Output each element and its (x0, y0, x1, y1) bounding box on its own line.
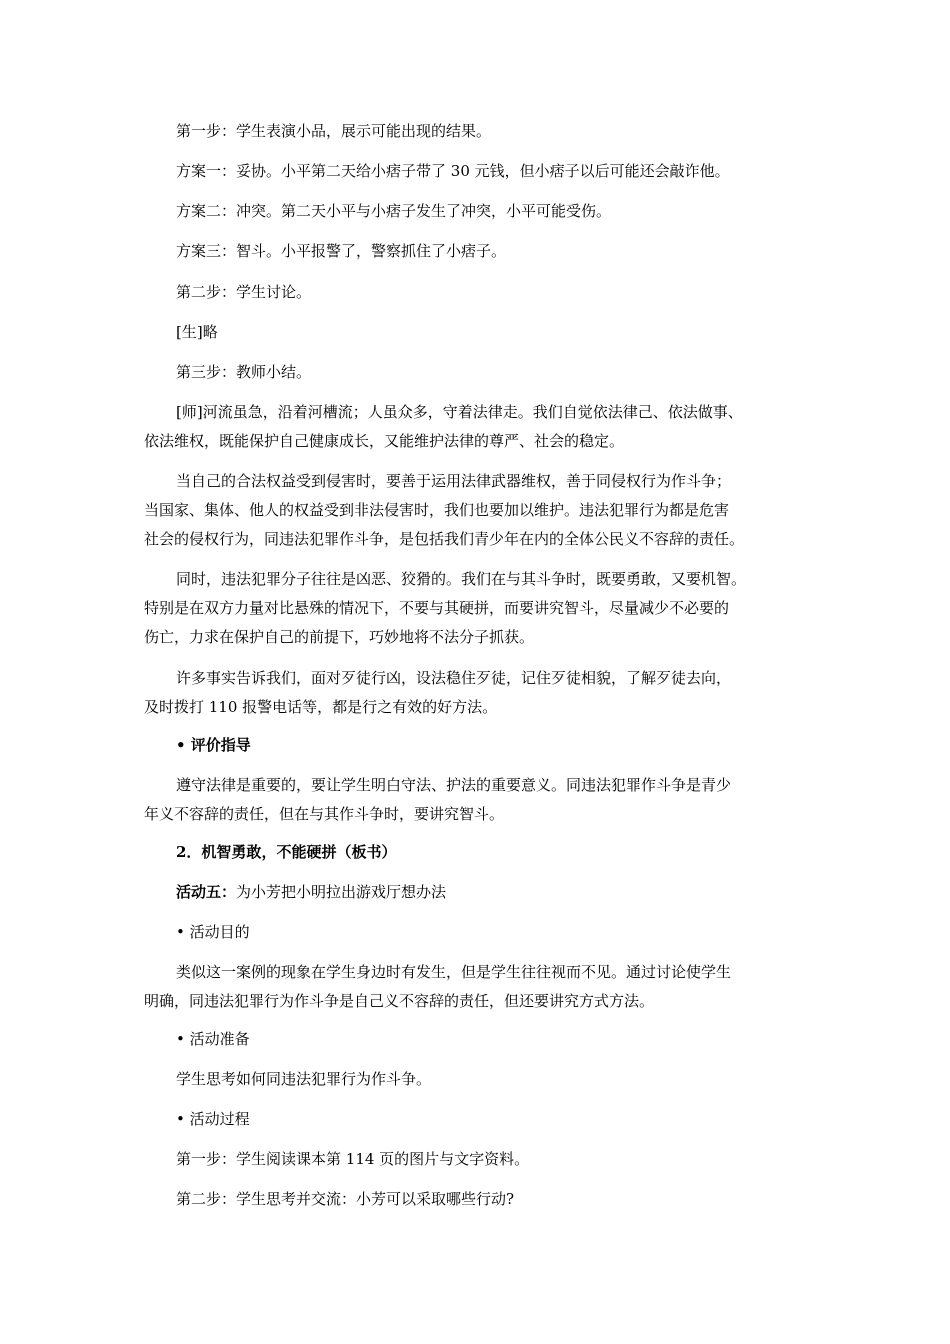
plan-one-paragraph: 方案一：妥协。小平第二天给小痞子带了 30 元钱，但小痞子以后可能还会敲诈他。 (176, 162, 730, 180)
rights-protection-paragraph (144, 467, 824, 554)
text-line: 类似这一案例的现象在学生身边时有发生，但是学生往往视而不见。通过讨论使学生 (176, 963, 732, 981)
step-three-paragraph: 第三步：教师小结。 (176, 363, 312, 381)
text-line: 遵守法律是重要的，要让学生明白守法、护法的重要意义。同违法犯罪作斗争是青少 (176, 776, 732, 794)
activity-preparation-paragraph: 学生思考如何同违法犯罪行为作斗争。 (176, 1070, 432, 1088)
step-one-paragraph: 第一步：学生表演小品，展示可能出现的结果。 (176, 122, 492, 140)
text-line: 特别是在双方力量对比悬殊的情况下，不要与其硬拼，而要讲究智斗，尽量减少不必要的 (144, 599, 730, 617)
plan-three-paragraph: 方案三：智斗。小平报警了，警察抓住了小痞子。 (176, 242, 507, 260)
text-line: 伤亡，力求在保护自己的前提下，巧妙地将不法分子抓获。 (144, 628, 535, 646)
process-step-two-paragraph: 第二步：学生思考并交流：小芳可以采取哪些行动? (176, 1190, 515, 1208)
courage-wisdom-paragraph (144, 565, 824, 652)
text-line: 社会的侵权行为，同违法犯罪作斗争，是包括我们青少年在内的全体公民义不容辞的责任。 (144, 530, 745, 548)
step-two-paragraph: 第二步：学生讨论。 (176, 283, 312, 301)
effective-methods-paragraph (144, 664, 824, 722)
text-line: 许多事实告诉我们，面对歹徒行凶，设法稳住歹徒，记住歹徒相貌，了解歹徒去向， (176, 669, 732, 687)
activity-purpose-paragraph (144, 958, 824, 1016)
plan-two-paragraph: 方案二：冲突。第二天小平与小痞子发生了冲突，小平可能受伤。 (176, 202, 612, 220)
text-line: 当国家、集体、他人的权益受到非法侵害时，我们也要加以维护。违法犯罪行为都是危害 (144, 501, 730, 519)
evaluation-guidance-heading: • 评价指导 (176, 736, 251, 754)
text-line: 明确，同违法犯罪行为作斗争是自己义不容辞的责任，但还要讲究方式方法。 (144, 992, 655, 1010)
process-step-one-paragraph: 第一步：学生阅读课本第 114 页的图片与文字资料。 (176, 1150, 530, 1168)
section-two-heading: 2．机智勇敢，不能硬拼（板书） (176, 843, 397, 861)
text-line: 及时拨打 110 报警电话等，都是行之有效的好方法。 (144, 698, 498, 716)
text-line: 年义不容辞的责任，但在与其作斗争时，要讲究智斗。 (144, 805, 505, 823)
teacher-summary-paragraph (144, 398, 824, 456)
evaluation-guidance-paragraph (144, 771, 824, 829)
activity-process-heading: • 活动过程 (176, 1110, 250, 1128)
activity-five-paragraph (144, 878, 824, 907)
text-line: 当自己的合法权益受到侵害时，要善于运用法律武器维权，善于同侵权行为作斗争； (176, 472, 732, 490)
activity-purpose-heading: • 活动目的 (176, 923, 250, 941)
text-line: 同时，违法犯罪分子往往是凶恶、狡猾的。我们在与其斗争时，既要勇敢，又要机智。 (176, 570, 747, 588)
activity-five-title: 为小芳把小明拉出游戏厅想办法 (236, 883, 447, 901)
text-line: [师]河流虽急，沿着河槽流；人虽众多，守着法律走。我们自觉依法律己、依法做事、 (176, 403, 743, 421)
activity-preparation-heading: • 活动准备 (176, 1030, 250, 1048)
student-response-paragraph: [生]略 (176, 323, 218, 341)
activity-five-label: 活动五： (176, 883, 237, 901)
text-line: 依法维权，既能保护自己健康成长，又能维护法律的尊严、社会的稳定。 (144, 432, 625, 450)
